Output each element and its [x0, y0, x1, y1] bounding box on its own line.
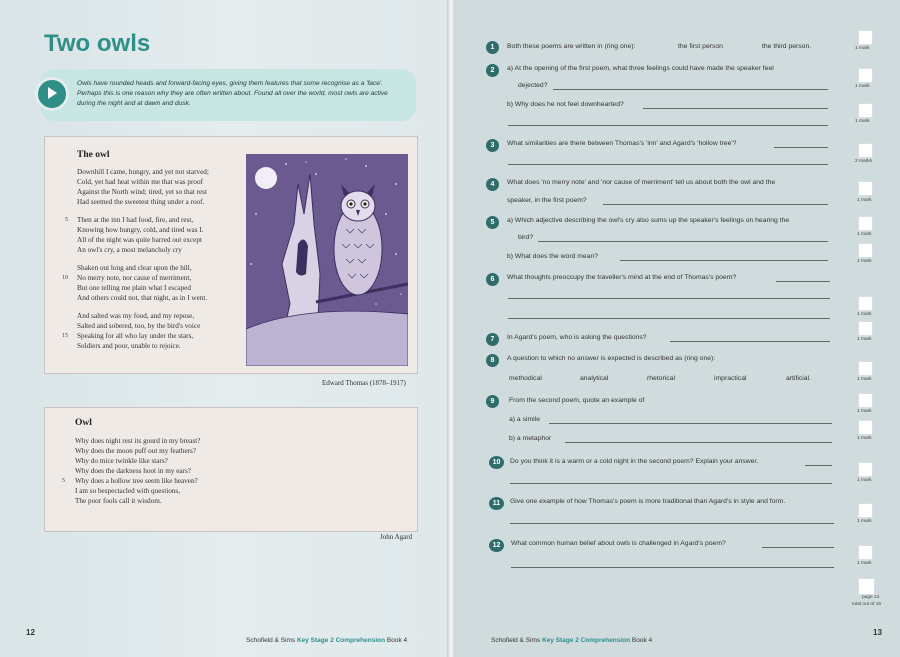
- line-number: 5: [65, 217, 68, 223]
- answer-line[interactable]: [508, 125, 828, 126]
- answer-line[interactable]: [511, 567, 834, 568]
- poem-line: Shaken out long and clear upon the hill,: [77, 264, 192, 272]
- answer-option[interactable]: rhetorical: [647, 375, 675, 382]
- mark-label: 1 mark: [855, 84, 870, 89]
- mark-label: 1 mark: [857, 312, 872, 317]
- poem-line: Salted and sobered, too, by the bird's voice: [77, 322, 201, 330]
- mark-box[interactable]: [858, 545, 873, 560]
- question-text: From the second poem, quote an example of: [509, 397, 645, 404]
- question-text: bird?: [518, 234, 534, 241]
- answer-line[interactable]: [508, 298, 830, 299]
- poem-owl: [44, 407, 418, 532]
- poem-line: Against the North wind; tired, yet so that rest: [77, 188, 207, 196]
- question-text: What does 'no merry note' and 'nor cause of merriment' tell us about both the owl and the: [507, 179, 776, 186]
- poem-line: Why does the moon puff out my feathers?: [75, 447, 197, 455]
- poem-line: No merry note, nor cause of merriment,: [77, 274, 192, 282]
- question-number: 12: [489, 539, 504, 552]
- mark-label: 1 mark: [857, 478, 872, 483]
- question-text: In Agard's poem, who is asking the questions?: [507, 334, 647, 341]
- mark-box[interactable]: [858, 462, 873, 477]
- poem-line: Why does a hollow tree seem like heaven?: [75, 477, 198, 485]
- answer-line[interactable]: [538, 241, 828, 242]
- book-spine: [447, 0, 455, 657]
- answer-option[interactable]: analytical: [580, 375, 609, 382]
- mark-label: 1 mark: [857, 519, 872, 524]
- poem-line: And others could not, that night, as in I went.: [77, 294, 208, 302]
- answer-line[interactable]: [508, 318, 830, 319]
- mark-label: 1 mark: [857, 436, 872, 441]
- answer-line[interactable]: [776, 281, 830, 282]
- mark-label: 1 mark: [855, 119, 870, 124]
- poem-line: An owl's cry, a most melancholy cry: [77, 246, 182, 254]
- answer-line[interactable]: [565, 442, 832, 443]
- poem-line: Had seemed the sweetest thing under a roof.: [77, 198, 205, 206]
- mark-box[interactable]: [858, 143, 873, 158]
- answer-option[interactable]: impractical: [714, 375, 747, 382]
- question-text: Give one example of how Thomas's poem is more traditional than Agard's in style and form.: [510, 498, 786, 505]
- footer-series: Key Stage 2 Comprehension: [296, 637, 386, 644]
- question-number: 10: [489, 456, 504, 469]
- question-text: What similarities are there between Thomas's 'inn' and Agard's 'hollow tree'?: [507, 140, 737, 147]
- question-number: 2: [486, 64, 499, 77]
- question-number: 1: [486, 41, 499, 54]
- poem-line: And salted was my food, and my repose,: [77, 312, 195, 320]
- mark-label: 1 mark: [855, 46, 870, 51]
- poem-line: Knowing how hungry, cold, and tired was I.: [77, 226, 204, 234]
- question-text: Do you think it is a warm or a cold night in the second poem? Explain your answer.: [510, 458, 759, 465]
- question-number: 4: [486, 178, 499, 191]
- poem-title: Owl: [75, 418, 92, 428]
- question-text: Both these poems are written in (ring one):: [507, 43, 636, 50]
- question-number: 9: [486, 395, 499, 408]
- poem-line: Soldiers and poor, unable to rejoice.: [77, 342, 181, 350]
- mark-box[interactable]: [858, 68, 873, 83]
- answer-option[interactable]: methodical: [509, 375, 542, 382]
- question-text: dejected?: [518, 82, 548, 89]
- poem-line: Cold, yet had heat within me that was proof: [77, 178, 203, 186]
- mark-box[interactable]: [858, 578, 875, 595]
- line-number: 5: [62, 478, 65, 484]
- mark-label: 1 mark: [857, 259, 872, 264]
- mark-box[interactable]: [858, 503, 873, 518]
- question-text: b) a metaphor: [509, 435, 552, 442]
- poem-line: Speaking for all who lay under the stars,: [77, 332, 194, 340]
- total-label: page 13: [862, 595, 880, 600]
- footer: [246, 637, 407, 644]
- owl-illustration: [246, 154, 408, 366]
- answer-line[interactable]: [510, 483, 832, 484]
- question-number: 5: [486, 216, 499, 229]
- question-number: 6: [486, 273, 499, 286]
- poem-line: Why do mice twinkle like stars?: [75, 457, 168, 465]
- poem-line: I am so bespectacled with questions,: [75, 487, 180, 495]
- question-text: What thoughts preoccupy the traveller's mind at the end of Thomas's poem?: [507, 274, 737, 281]
- mark-label: 1 mark: [857, 409, 872, 414]
- poem-line: But one telling me plain what I escaped: [77, 284, 191, 292]
- answer-line[interactable]: [549, 423, 832, 424]
- poem-line: Why does the darkness hoot in my ears?: [75, 467, 191, 475]
- footer-book: Book 4: [631, 637, 653, 644]
- question-number: 11: [489, 497, 504, 510]
- footer: [491, 637, 652, 644]
- answer-line[interactable]: [553, 89, 828, 90]
- mark-label: 1 mark: [857, 561, 872, 566]
- mark-box[interactable]: [858, 216, 873, 231]
- answer-line[interactable]: [643, 108, 828, 109]
- answer-line[interactable]: [603, 204, 828, 205]
- mark-box[interactable]: [858, 393, 873, 408]
- play-arrow-icon: [35, 77, 69, 111]
- mark-box[interactable]: [858, 321, 873, 336]
- answer-line[interactable]: [762, 547, 834, 548]
- intro-text: Owls have rounded heads and forward-facing eyes, giving them features that some recognise as a 'face'. Perhaps this is one reason why they are often written about. Found all over the world, most owls are active during the night and at dawn and dusk.: [77, 80, 388, 107]
- question-number: 7: [486, 333, 499, 346]
- mark-box[interactable]: [858, 420, 873, 435]
- question-text: What common human belief about owls is challenged in Agard's poem?: [511, 540, 726, 547]
- footer-series: Key Stage 2 Comprehension: [541, 637, 631, 644]
- answer-line[interactable]: [510, 523, 834, 524]
- mark-box[interactable]: [858, 296, 873, 311]
- question-number: 3: [486, 139, 499, 152]
- question-text: A question to which no answer is expected is described as (ring one):: [507, 355, 716, 362]
- poem-line: Why does night rest its gourd in my breast?: [75, 437, 201, 445]
- question-text: b) Why does he not feel downhearted?: [507, 101, 624, 108]
- intro-panel: [40, 69, 416, 121]
- poem-title: The owl: [77, 150, 110, 160]
- question-number: 8: [486, 354, 499, 367]
- mark-box[interactable]: [858, 361, 873, 376]
- footer-brand: Schofield & Sims: [491, 637, 541, 644]
- poem-line: Then at the inn I had food, fire, and rest,: [77, 216, 194, 224]
- mark-box[interactable]: [858, 30, 873, 45]
- mark-box[interactable]: [858, 103, 873, 118]
- answer-line[interactable]: [805, 465, 832, 466]
- answer-option[interactable]: artificial.: [786, 375, 811, 382]
- mark-box[interactable]: [858, 243, 873, 258]
- total-label: total out of 16: [852, 602, 882, 607]
- mark-box[interactable]: [858, 181, 873, 196]
- mark-label: 1 mark: [857, 198, 872, 203]
- page-number: 12: [26, 628, 35, 637]
- poem-author: Edward Thomas (1878–1917): [322, 379, 406, 387]
- answer-line[interactable]: [508, 164, 828, 165]
- poem-line: All of the night was quite barred out except: [77, 236, 202, 244]
- poem-line: The poor fools call it wisdom.: [75, 497, 162, 505]
- poem-author: John Agard: [380, 533, 413, 541]
- page-number: 13: [873, 628, 882, 637]
- mark-label: 2 marks: [855, 159, 873, 164]
- answer-line[interactable]: [774, 147, 828, 148]
- mark-label: 1 mark: [857, 337, 872, 342]
- line-number: 15: [62, 333, 68, 339]
- question-text: a) a simile: [509, 416, 540, 423]
- answer-option[interactable]: the first person: [678, 43, 723, 50]
- question-text: b) What does the word mean?: [507, 253, 599, 260]
- question-text: speaker, in the first poem?: [507, 197, 587, 204]
- question-text: a) At the opening of the first poem, what three feelings could have made the speaker feel: [507, 65, 774, 72]
- poem-line: Downhill I came, hungry, and yet not starved;: [77, 168, 209, 176]
- answer-line[interactable]: [670, 341, 830, 342]
- answer-option[interactable]: the third person.: [762, 43, 812, 50]
- mark-label: 1 mark: [857, 232, 872, 237]
- line-number: 10: [62, 275, 68, 281]
- mark-label: 1 mark: [857, 377, 872, 382]
- footer-brand: Schofield & Sims: [246, 637, 296, 644]
- question-text: a) Which adjective describing the owl's cry also sums up the speaker's feelings on hearing the: [507, 217, 790, 224]
- footer-book: Book 4: [386, 637, 408, 644]
- answer-line[interactable]: [620, 260, 828, 261]
- page-title: Two owls: [44, 30, 151, 57]
